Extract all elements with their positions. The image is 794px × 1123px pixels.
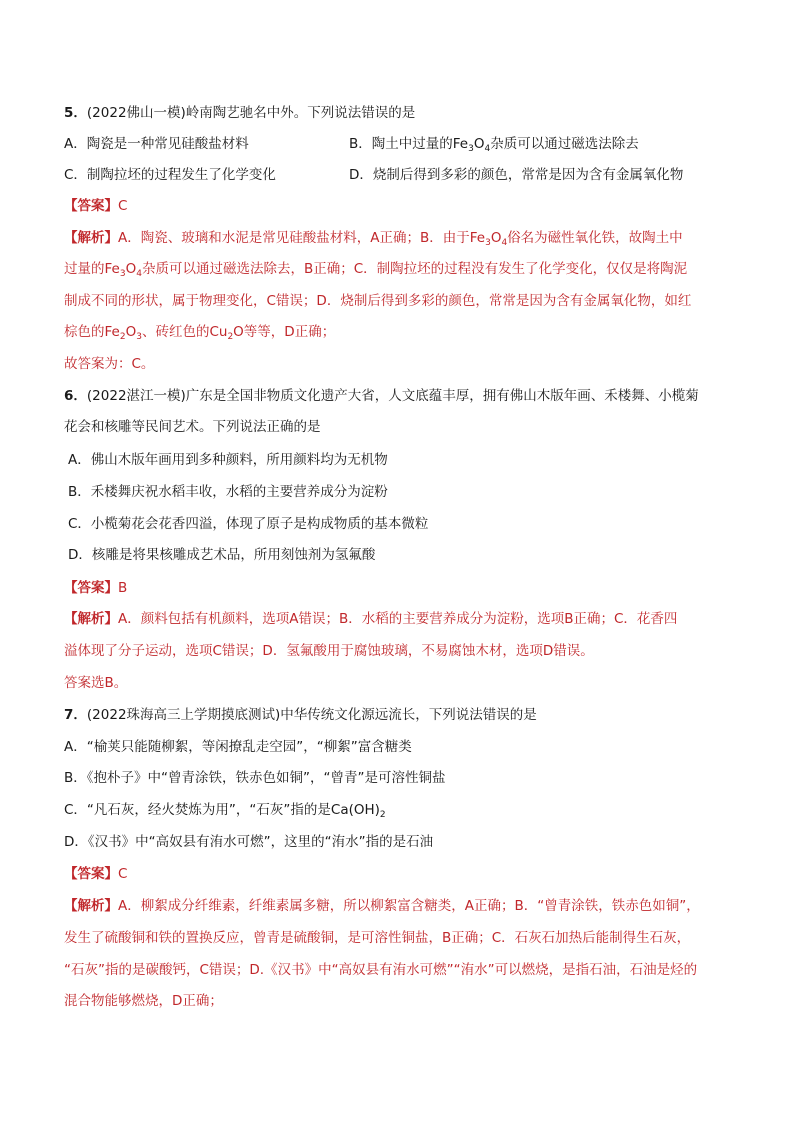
q5-option-b: B．陶土中过量的$Fe_3O_4$杂质可以通过磁选法除去 <box>349 136 639 154</box>
q5-analysis-line-2: 过量的$Fe_3O_4$杂质可以通过磁选法除去，B正确；C．制陶拉坯的过程没有发生了化学变化，仅仅是将陶泥 <box>64 261 688 279</box>
q6-analysis-line-1: 【解析】A．颜料包括有机颜料，选项A错误；B．水稻的主要营养成分为淀粉，选项B正确；C．花香四 <box>64 611 678 627</box>
q7-option-a: A．“榆荚只能随柳絮，等闲撩乱走空园”，“柳絮”富含糖类 <box>64 739 412 755</box>
q6-stem-line-1: 6．(2022湛江一模)广东是全国非物质文化遗产大省，人文底蕴丰厚，拥有佛山木版年画、禾楼舞、小榄菊 <box>64 388 699 404</box>
q6-option-c: C．小榄菊花会花香四溢，体现了原子是构成物质的基本微粒 <box>68 516 429 532</box>
q7-answer: 【答案】C <box>64 866 128 882</box>
q5-analysis-line-1: 【解析】A．陶瓷、玻璃和水泥是常见硅酸盐材料，A正确；B．由于$Fe_3O_4$俗名为磁性氧化铁，故陶土中 <box>64 230 683 248</box>
q5-option-a: A．陶瓷是一种常见硅酸盐材料 <box>64 136 249 152</box>
q6-stem-line-2: 花会和核雕等民间艺术。下列说法正确的是 <box>64 419 321 435</box>
q7-option-d: D．《汉书》中“高奴县有洧水可燃”，这里的“洧水”指的是石油 <box>64 834 434 850</box>
analysis-tag: 【解析】 <box>64 611 118 627</box>
q7-number: 7． <box>64 707 87 723</box>
q6-option-b: B．禾楼舞庆祝水稻丰收，水稻的主要营养成分为淀粉 <box>68 484 388 500</box>
q6-option-d: D．核雕是将果核雕成艺术品，所用刻蚀剂为氢氟酸 <box>68 547 376 563</box>
q6-analysis-line-2: 溢体现了分子运动，选项C错误；D．氢氟酸用于腐蚀玻璃，不易腐蚀木材，选项D错误。 <box>64 643 594 659</box>
q7-option-c: C．“凡石灰，经火焚炼为用”，“石灰”指的是$Ca(OH)_2$ <box>64 802 386 820</box>
q5-option-c: C．制陶拉坯的过程发生了化学变化 <box>64 167 276 183</box>
answer-tag: 【答案】 <box>64 198 118 214</box>
q6-answer: 【答案】B <box>64 580 128 596</box>
analysis-tag: 【解析】 <box>64 898 118 914</box>
q7-analysis-line-2: 发生了硫酸铜和铁的置换反应，曾青是硫酸铜，是可溶性铜盐，B正确；C．石灰石加热后能制得生石灰， <box>64 930 691 946</box>
q7-analysis-line-1: 【解析】A．柳絮成分纤维素，纤维素属多糖，所以柳絮富含糖类，A正确；B．“曾青涂铁，铁赤色如铜”， <box>64 898 700 914</box>
q5-analysis-line-4: 棕色的$Fe_2O_3$、砖红色的$Cu_2O$等等，D正确； <box>64 324 336 342</box>
q5-number: 5． <box>64 105 87 121</box>
q6-number: 6． <box>64 388 87 404</box>
q5-answer: 【答案】C <box>64 198 128 214</box>
q6-option-a: A．佛山木版年画用到多种颜料，所用颜料均为无机物 <box>68 452 388 468</box>
q5-conclusion: 故答案为：C。 <box>64 356 155 372</box>
analysis-tag: 【解析】 <box>64 230 118 246</box>
q5-analysis-line-3: 制成不同的形状，属于物理变化，C错误；D．烧制后得到多彩的颜色，常常是因为含有金属氧化物，如红 <box>64 293 692 309</box>
q6-conclusion: 答案选B。 <box>64 675 128 691</box>
q7-stem: 7．(2022珠海高三上学期摸底测试)中华传统文化源远流长，下列说法错误的是 <box>64 707 537 723</box>
answer-tag: 【答案】 <box>64 866 118 882</box>
q7-analysis-line-3: “石灰”指的是碳酸钙，C错误；D.《汉书》中“高奴县有洧水可燃”“洧水”可以燃烧，是指石油，石油是烃的 <box>64 962 698 978</box>
q5-stem: 5．(2022佛山一模)岭南陶艺驰名中外。下列说法错误的是 <box>64 105 416 121</box>
q5-option-d: D．烧制后得到多彩的颜色，常常是因为含有金属氧化物 <box>349 167 684 183</box>
q7-option-b: B．《抱朴子》中“曾青涂铁，铁赤色如铜”，“曾青”是可溶性铜盐 <box>64 770 446 786</box>
answer-tag: 【答案】 <box>64 580 118 596</box>
q7-analysis-line-4: 混合物能够燃烧，D正确； <box>64 993 223 1009</box>
